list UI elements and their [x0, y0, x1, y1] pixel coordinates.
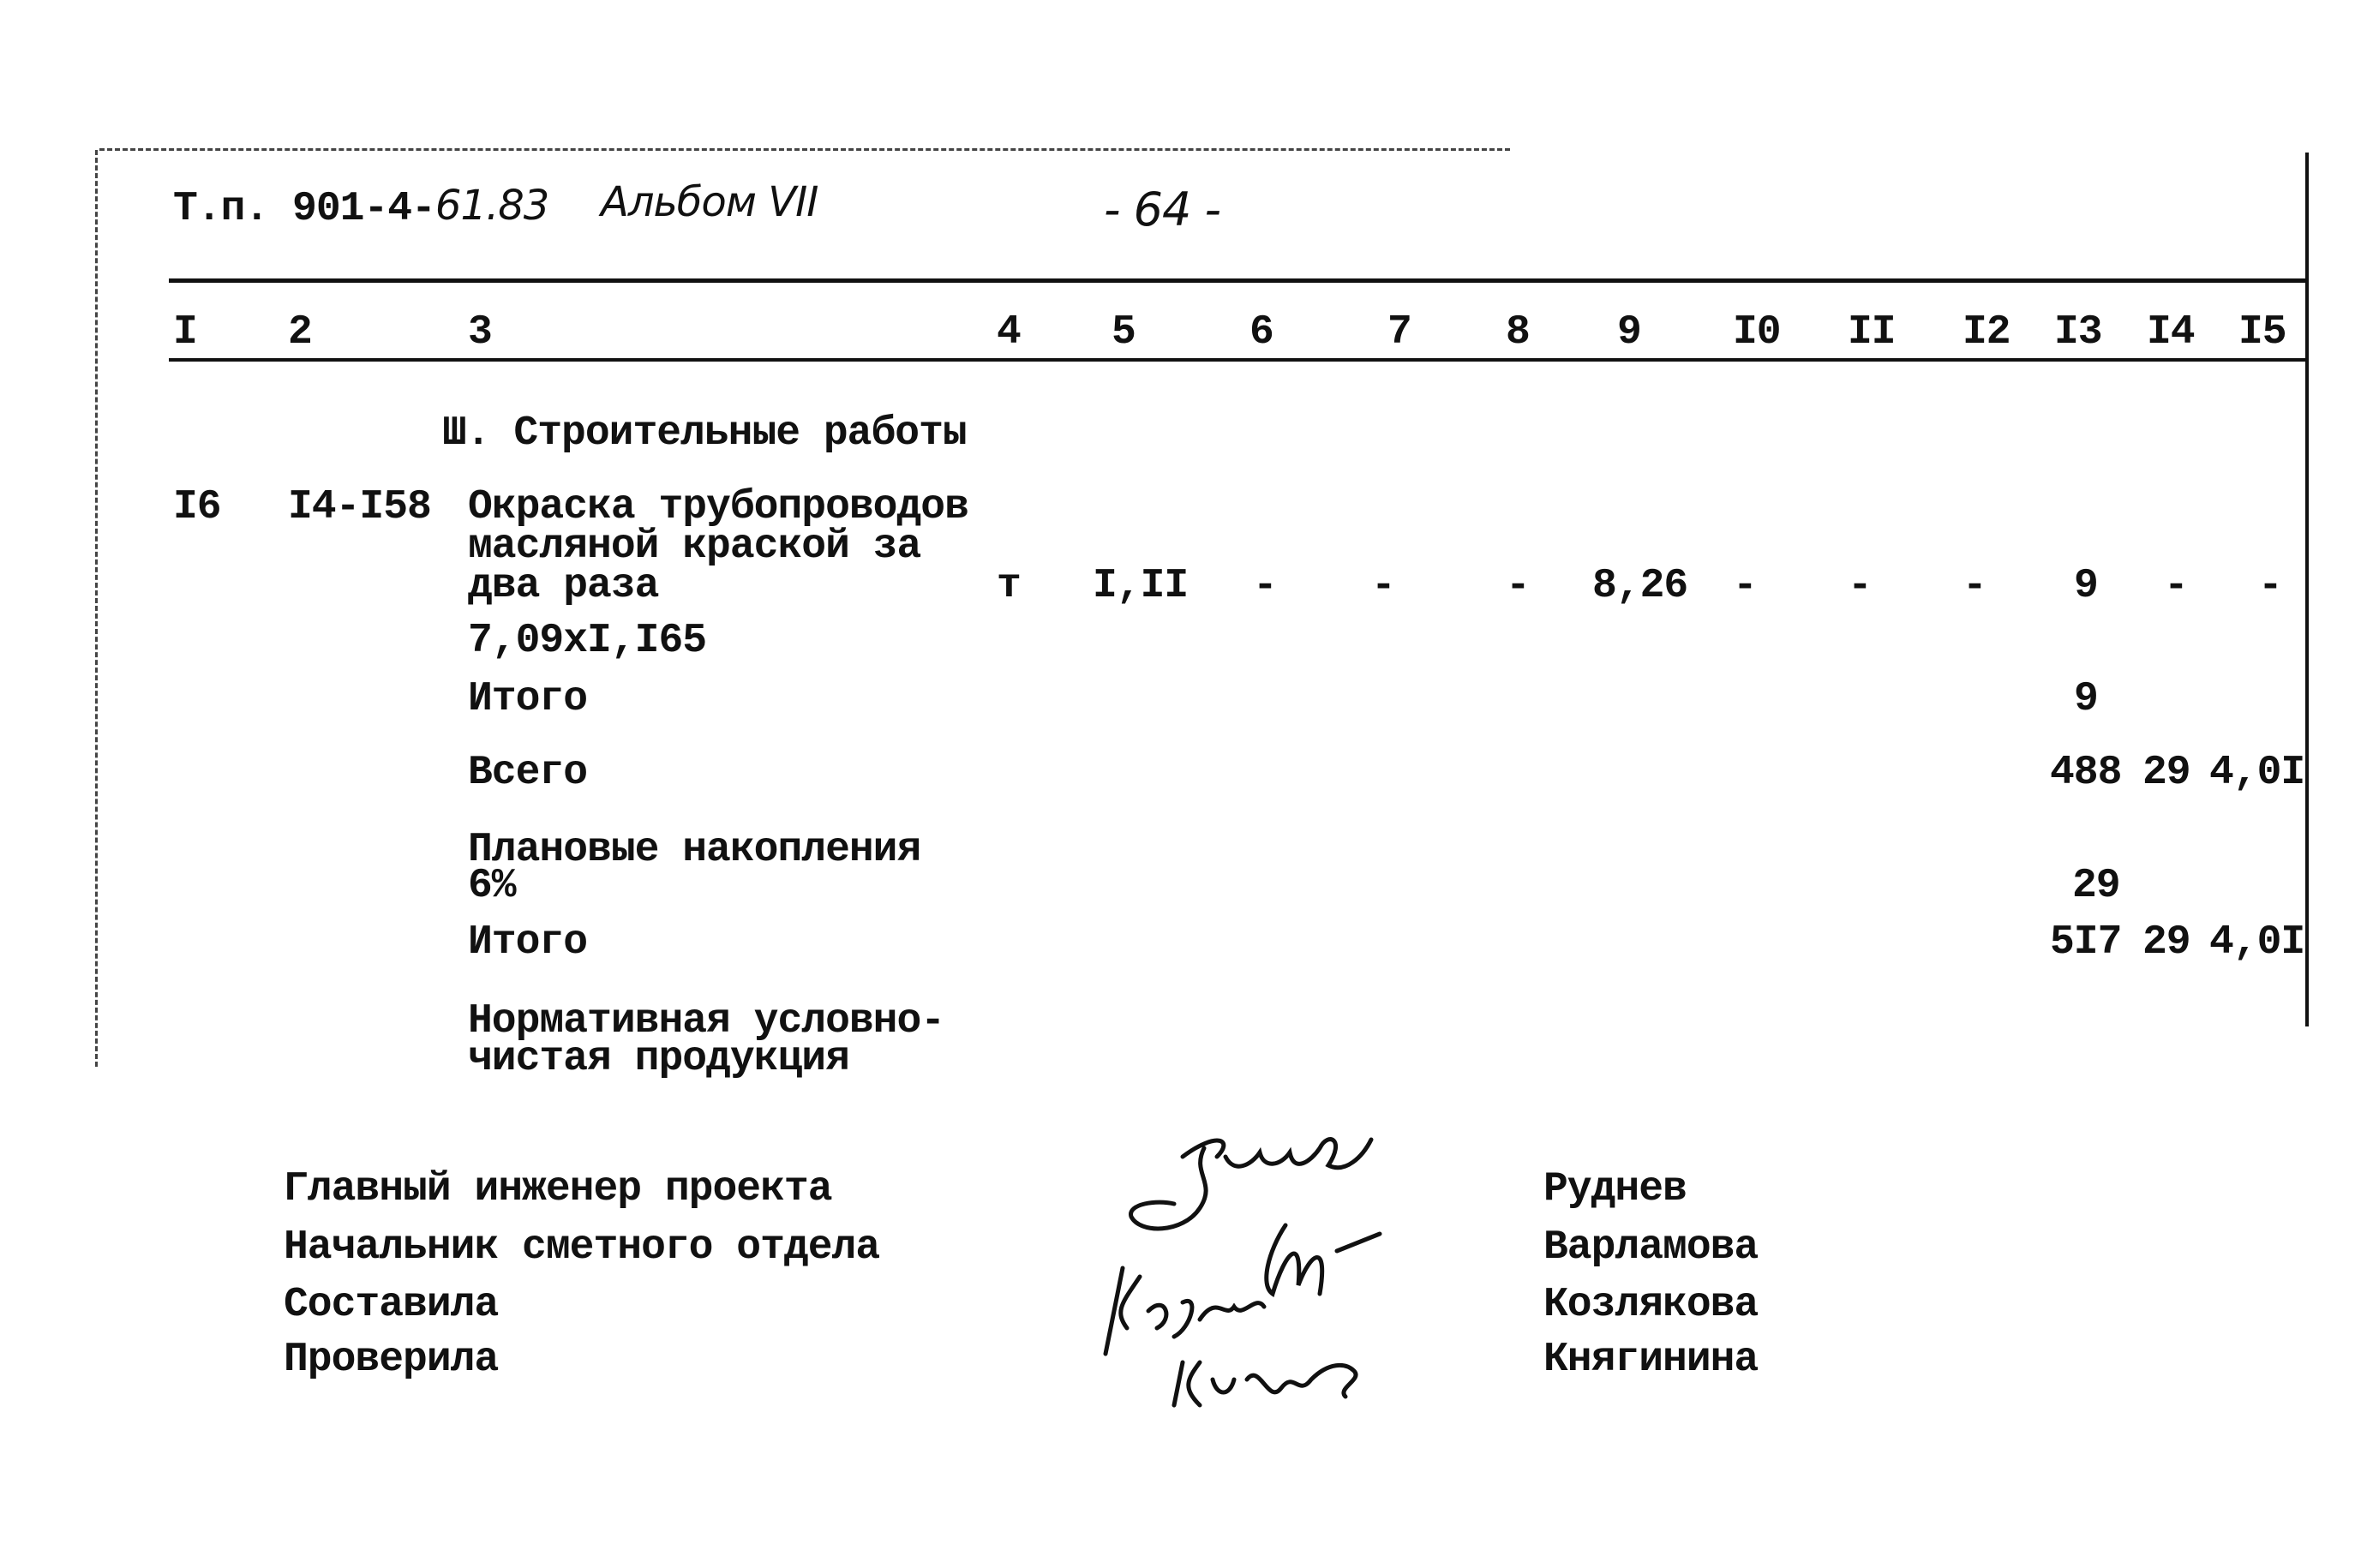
item-name-3: два раза: [468, 563, 659, 609]
signature-1: [1131, 1140, 1371, 1229]
item-name-2: масляной краской за: [468, 524, 921, 570]
item-formula: 7,09xI,I65: [468, 618, 707, 664]
document-code: [173, 182, 549, 232]
grand-total-15: 4,0I: [2209, 919, 2305, 966]
code-suffix: 61.83: [434, 182, 549, 230]
name-chief-engineer: Руднев: [1543, 1166, 1687, 1212]
column-header-11: II: [1848, 309, 1896, 356]
cell-10: -: [1733, 563, 1757, 609]
signature-3: [1106, 1268, 1264, 1354]
left-border: [95, 150, 98, 1067]
cell-8: -: [1506, 563, 1530, 609]
total-label: Всего: [468, 750, 588, 796]
column-header-7: 7: [1387, 309, 1411, 356]
role-estimate-head: Начальник сметного отдела: [284, 1224, 880, 1271]
item-number: I6: [173, 484, 221, 530]
role-chief-engineer: Главный инженер проекта: [284, 1166, 832, 1212]
item-name-1: Окраска трубопроводов: [468, 484, 968, 530]
header-rule-bottom: [169, 358, 2307, 362]
grand-total-14: 29: [2142, 919, 2190, 966]
column-header-14: I4: [2147, 309, 2195, 356]
planned-savings-13: 29: [2072, 863, 2120, 909]
column-header-2: 2: [288, 309, 312, 356]
total-15: 4,0I: [2209, 750, 2305, 796]
handwritten-signatures: [1088, 1122, 1465, 1414]
role-compiled: Составила: [284, 1282, 499, 1328]
grand-total-label: Итого: [468, 919, 588, 966]
column-header-5: 5: [1112, 309, 1136, 356]
column-header-12: I2: [1963, 309, 2010, 356]
column-header-15: I5: [2238, 309, 2286, 356]
cell-5: I,II: [1093, 563, 1189, 609]
grand-total-13: 5I7: [2050, 919, 2122, 966]
page-number: - 64 -: [1104, 183, 1221, 236]
column-header-9: 9: [1617, 309, 1641, 356]
album-label: Альбом VII: [601, 178, 818, 226]
column-header-6: 6: [1249, 309, 1273, 356]
cell-6: -: [1253, 563, 1277, 609]
column-header-13: I3: [2054, 309, 2102, 356]
planned-savings-label-1: Плановые накопления: [468, 827, 921, 873]
cell-9: 8,26: [1592, 563, 1688, 609]
cell-14: -: [2164, 563, 2188, 609]
total-13: 488: [2050, 750, 2122, 796]
cell-unit: т: [997, 563, 1021, 609]
header-rule-top: [169, 278, 2307, 283]
right-border: [2305, 153, 2309, 1026]
item-code: I4-I58: [288, 484, 431, 530]
signature-2: [1267, 1225, 1380, 1294]
subtotal-label: Итого: [468, 676, 588, 722]
name-checked: Княгинина: [1543, 1337, 1759, 1383]
cell-7: -: [1371, 563, 1395, 609]
top-border: [99, 148, 1510, 151]
subtotal-13: 9: [2074, 676, 2098, 722]
name-compiled: Козлякова: [1543, 1282, 1759, 1328]
planned-savings-label-2: 6%: [468, 863, 516, 909]
role-checked: Проверила: [284, 1337, 499, 1383]
column-header-10: I0: [1733, 309, 1781, 356]
column-header-3: 3: [468, 309, 492, 356]
total-14: 29: [2142, 750, 2190, 796]
cell-13: 9: [2074, 563, 2098, 609]
normative-label-2: чистая продукция: [468, 1036, 849, 1082]
section-title: Ш. Строительные работы: [442, 410, 967, 457]
name-estimate-head: Варламова: [1543, 1224, 1759, 1271]
cell-15: -: [2258, 563, 2282, 609]
cell-11: -: [1848, 563, 1872, 609]
column-header-4: 4: [997, 309, 1021, 356]
cell-12: -: [1963, 563, 1986, 609]
code-prefix: Т.п. 901-4-: [173, 186, 435, 232]
normative-label-1: Нормативная условно-: [468, 998, 945, 1044]
column-header-1: I: [173, 309, 197, 356]
signature-4: [1174, 1362, 1356, 1405]
column-header-8: 8: [1506, 309, 1530, 356]
